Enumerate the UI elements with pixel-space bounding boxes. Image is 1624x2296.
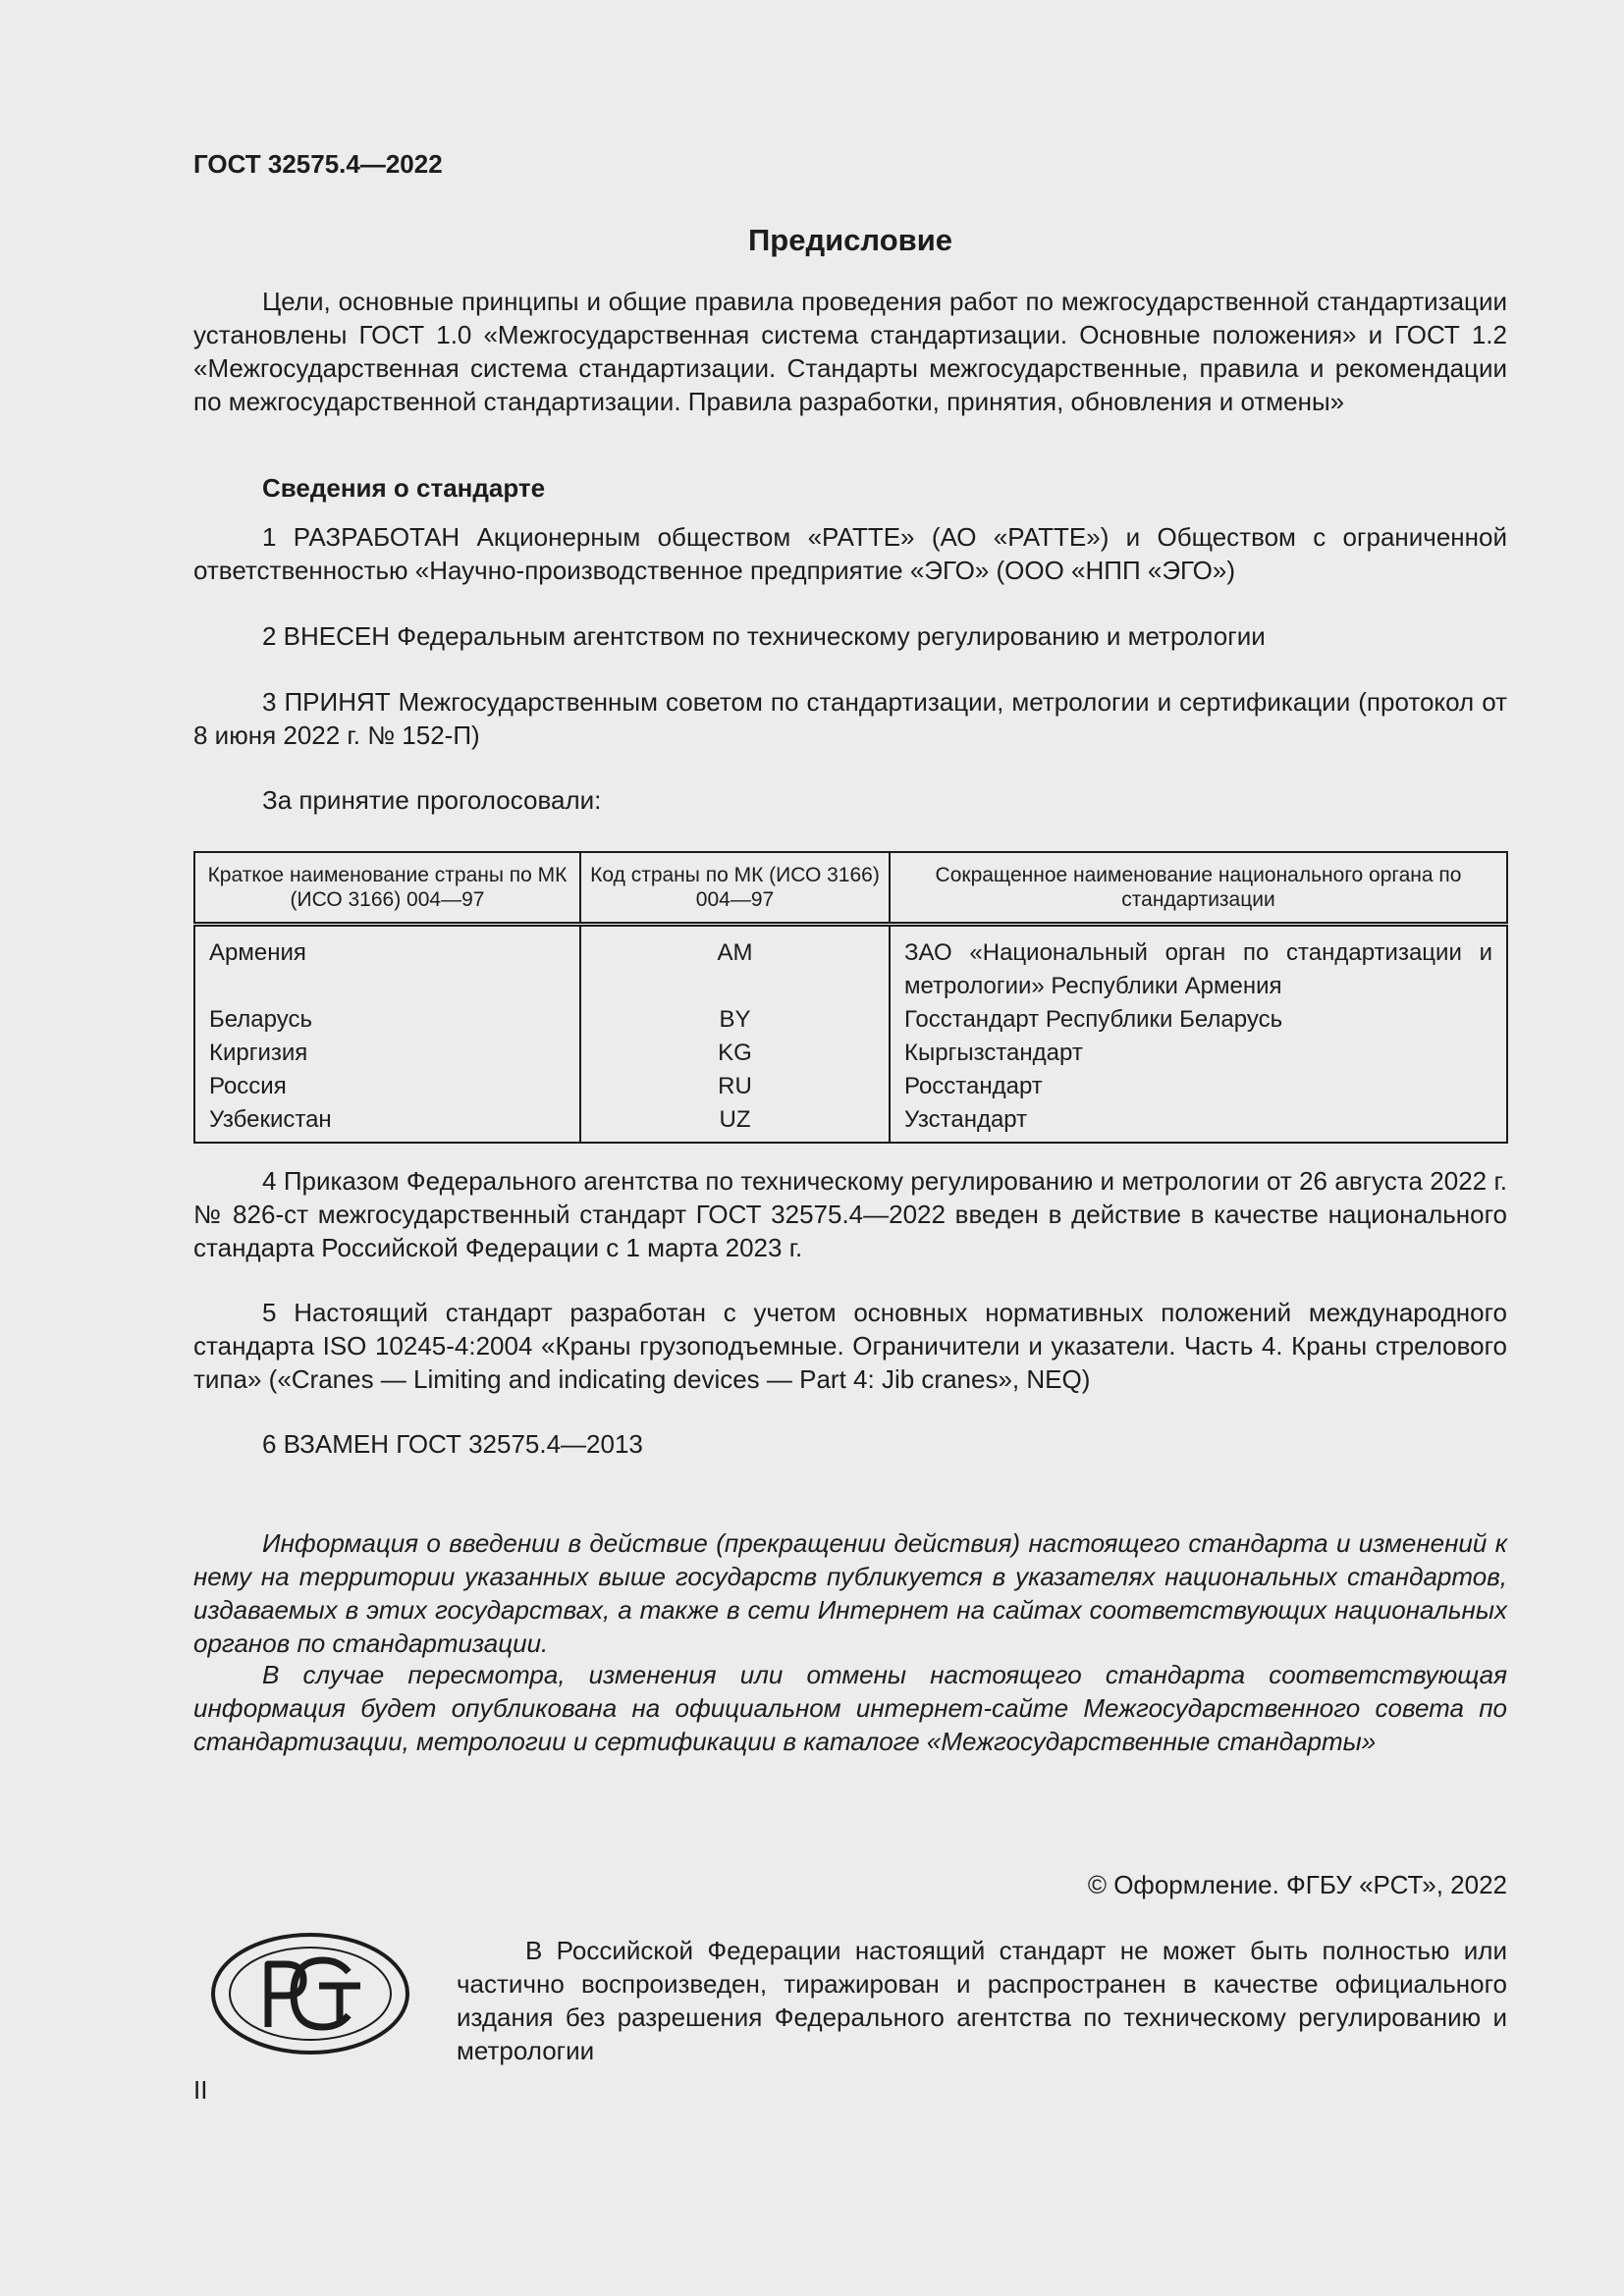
voting-table [193, 851, 1508, 1144]
table-row [194, 1070, 1507, 1103]
revision-paragraph: В случае пересмотра, изменения или отмены настоящего стандарта соответствующая информация будет опубликована на официальном интернет-сайте Межгосударственного совета по стандартизации, метрологии и сертификации в каталоге «Межгосударственные стандарты» [193, 1660, 1507, 1756]
rst-logo-icon [209, 1931, 411, 2056]
table-row [194, 1037, 1507, 1070]
code-cell: BY [580, 1003, 890, 1037]
copyright: © Оформление. ФГБУ «РСТ», 2022 [1087, 1870, 1507, 1899]
copyright-notice: В Российской Федерации настоящий стандарт не может быть полностью или частично воспроизведен, тиражирован и распространен в качестве официального издания без разрешения Федерального агентства по техническому регулированию и метрологии [457, 1936, 1507, 2065]
column-header: Код страны по МК (ИСО 3166) 004—97 [580, 852, 890, 925]
item-enacted: 4 Приказом Федерального агентства по техническому регулированию и метрологии от 26 августа 2022 г. № 826-ст межгосударственный стандарт ГОСТ 32575.4—2022 введен в действие в качестве национального стандарта Российской Федерации с 1 марта 2023 г. [193, 1166, 1507, 1262]
column-header: Сокращенное наименование национального органа по стандартизации [935, 864, 1462, 911]
body-cell: Узстандарт [904, 1106, 1028, 1133]
code-cell: UZ [580, 1103, 890, 1143]
voted-label: За принятие проголосовали: [262, 785, 602, 815]
country-cell: Узбекистан [194, 1103, 580, 1143]
body-cell: Госстандарт Республики Беларусь [904, 1006, 1283, 1033]
item-based-on: 5 Настоящий стандарт разработан с учетом основных нормативных положений международного стандарта ISO 10245-4:2004 «Краны грузоподъемные. Ограничители и указатели. Часть 4. Краны стрелового типа» («Cranes — Limiting and indicating devices — Part 4: Jib cranes», NEQ) [193, 1298, 1507, 1394]
item-replaces: 6 ВЗАМЕН ГОСТ 32575.4—2013 [262, 1429, 643, 1459]
body-cell: Росстандарт [904, 1073, 1043, 1099]
item-submitted: 2 ВНЕСЕН Федеральным агентством по техническому регулированию и метрологии [262, 621, 1266, 651]
document-header: ГОСТ 32575.4—2022 [193, 149, 443, 179]
body-cell: Кыргызстандарт [904, 1040, 1083, 1066]
code-cell: AM [580, 925, 890, 1004]
code-cell: KG [580, 1037, 890, 1070]
table-row [194, 925, 1507, 1004]
item-adopted: 3 ПРИНЯТ Межгосударственным советом по стандартизации, метрологии и сертификации (протокол от 8 июня 2022 г. № 152-П) [193, 687, 1507, 750]
country-cell: Армения [194, 925, 580, 1004]
table-row [194, 1103, 1507, 1143]
item-developed: 1 РАЗРАБОТАН Акционерным обществом «РАТТЕ» (АО «РАТТЕ») и Обществом с ограниченной ответственностью «Научно-производственное предприятие «ЭГО» (ООО «НПП «ЭГО») [193, 522, 1507, 585]
intro-paragraph: Цели, основные принципы и общие правила проведения работ по межгосударственной стандартизации установлены ГОСТ 1.0 «Межгосударственная система стандартизации. Основные положения» и ГОСТ 1.2 «Межгосударственная система стандартизации. Стандарты межгосударственные, правила и рекомендации по межгосударственной стандартизации. Правила разработки, принятия, обновления и отмены» [193, 287, 1507, 416]
table-header-row [194, 852, 1507, 925]
country-cell: Россия [194, 1070, 580, 1103]
column-header: Краткое наименование страны по МК (ИСО 3166) 004—97 [194, 852, 580, 925]
country-cell: Киргизия [194, 1037, 580, 1070]
info-paragraph: Информация о введении в действие (прекращении действия) настоящего стандарта и изменений к нему на территории указанных выше государств публикуется в указателях национальных стандартов, издаваемых в этих государствах, а также в сети Интернет на сайтах соответствующих национальных органов по стандартизации. [193, 1528, 1507, 1658]
table-row [194, 1003, 1507, 1037]
page-number: II [193, 2075, 208, 2105]
section-heading: Сведения о стандарте [262, 473, 546, 503]
body-cell: ЗАО «Национальный орган по стандартизации и метрологии» Республики Армения [904, 939, 1492, 999]
code-cell: RU [580, 1070, 890, 1103]
country-cell: Беларусь [194, 1003, 580, 1037]
page-title: Предисловие [747, 223, 952, 257]
